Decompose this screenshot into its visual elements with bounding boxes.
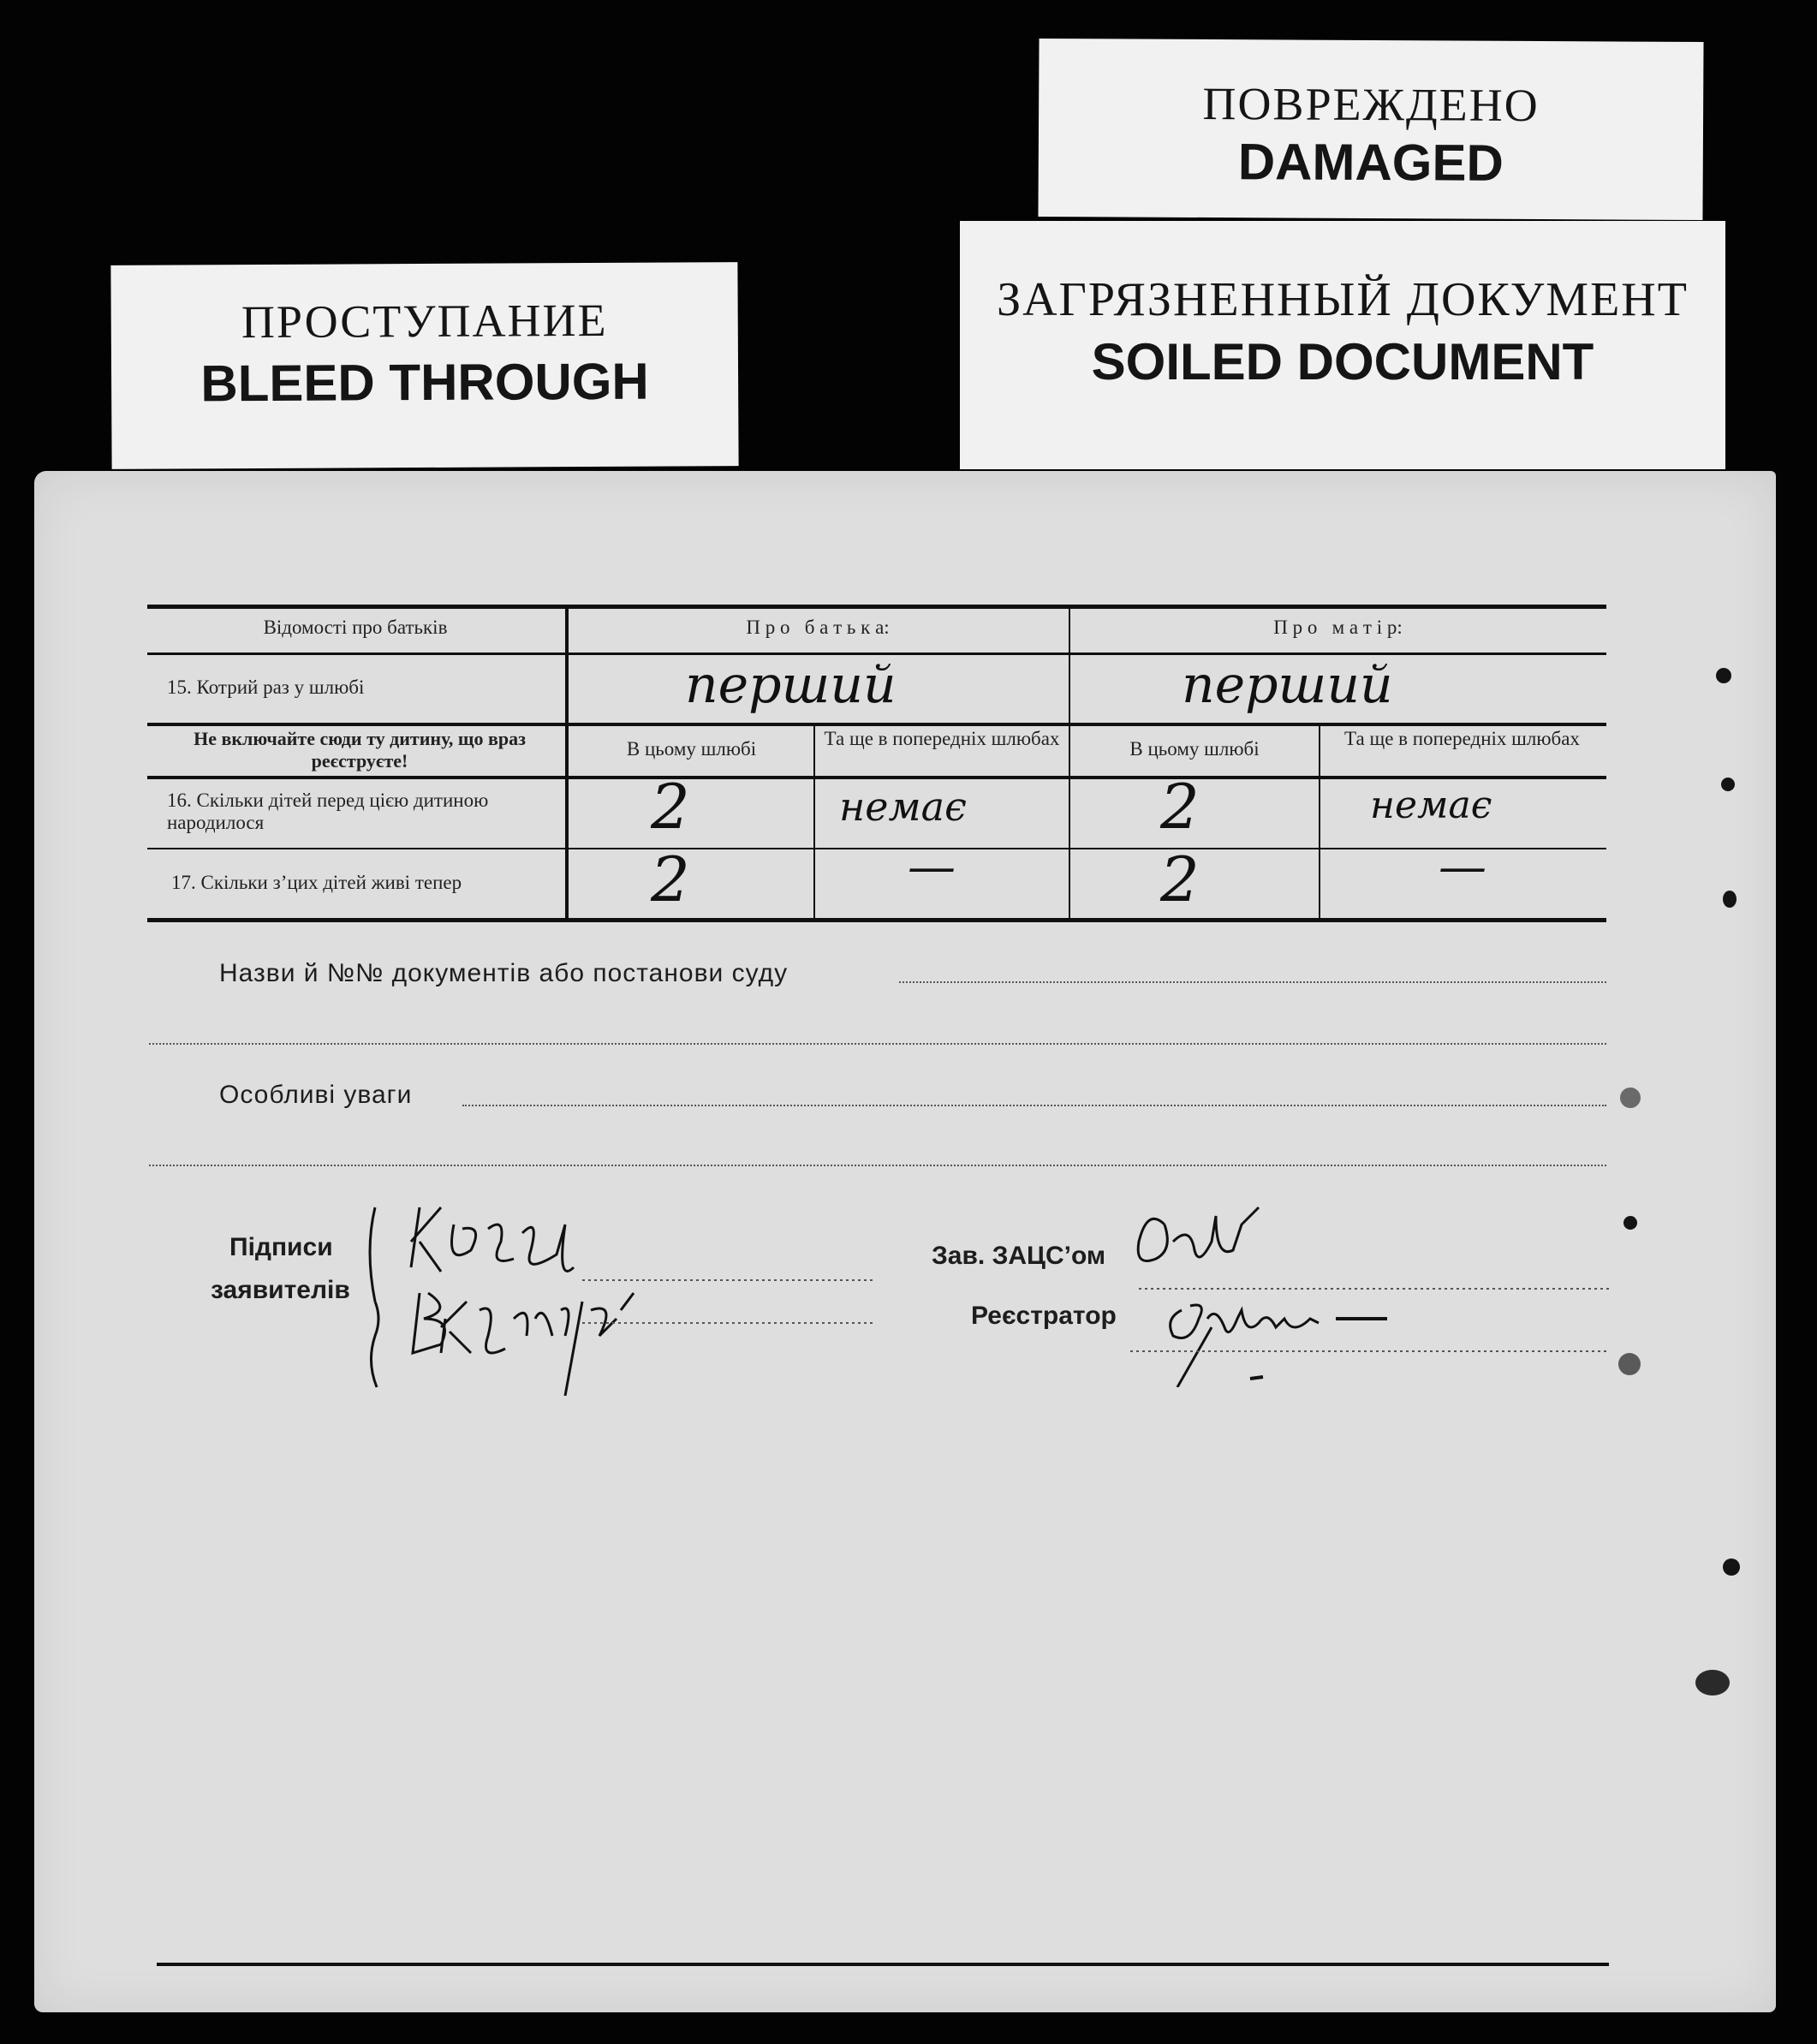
table-col-divider-middle [1069,608,1070,920]
row17-mother-this: 2 [1160,843,1200,915]
row16-mother-prev: немає [1370,784,1492,827]
binding-hole [1620,1088,1641,1108]
registrar-label: Реєстратор [971,1302,1117,1330]
subheader-note: Не включайте сюди ту дитину, що враз реєструєте! [194,728,526,772]
row17-mother-prev: — [1439,839,1486,895]
row16-father-this: 2 [651,771,690,843]
label-damaged-ru: ПОВРЕЖДЕНО [1202,77,1540,132]
head-of-registry-label: Зав. ЗАЦС’ом [932,1242,1106,1270]
header-about-mother: П р о м а т і р: [1273,617,1403,638]
applicants-signatures-svg [360,1190,873,1396]
binding-hole [1723,1558,1740,1576]
label-card-bleed-through [110,262,738,469]
notes-field-line-1 [462,1105,1606,1106]
table-top-rule [147,605,1606,609]
label-soiled-ru: ЗАГРЯЗНЕННЫЙ ДОКУМЕНТ [997,273,1689,326]
table-col-divider-father [813,724,815,920]
table-bottom-rule [147,918,1606,922]
soil-stain [1695,1670,1730,1695]
label-bleed-ru: ПРОСТУПАНИЕ [241,294,608,349]
binding-hole [1723,891,1737,908]
applicants-signatures-label-2: заявителів [211,1276,350,1304]
documents-field-line-1 [899,981,1606,983]
subheader-father-this-marriage: В цьому шлюбі [626,738,757,760]
label-soiled-en: SOILED DOCUMENT [1091,333,1594,390]
table-row16-rule [147,848,1606,849]
document-bottom-rule [157,1963,1609,1966]
label-damaged-en: DAMAGED [1237,133,1504,192]
subheader-father-prev-marriages: Та ще в попередніх шлюбах [824,728,1060,749]
row15-mother-handwritten: перший [1182,655,1393,715]
document-sheet [34,471,1776,2012]
officials-signatures-svg [1130,1190,1610,1387]
row17-father-this: 2 [651,843,690,915]
table-col-divider-mother [1319,724,1320,920]
binding-hole [1716,668,1731,683]
documents-field-line-2 [149,1043,1606,1045]
binding-hole [1618,1353,1641,1375]
label-card-damaged [1038,39,1703,220]
row16-father-prev: немає [839,784,967,830]
table-row15-rule [147,723,1606,726]
row15-father-handwritten: перший [685,655,897,715]
row17-father-prev: — [908,839,956,895]
label-card-soiled-document [960,221,1725,469]
table-col-divider-left [565,608,569,920]
row17-label: 17. Скільки з’цих дітей живі тепер [171,872,462,893]
binding-hole [1623,1216,1637,1230]
applicants-signatures-label-1: Підписи [229,1233,333,1261]
notes-field-line-2 [149,1165,1606,1166]
row15-label: 15. Котрий раз у шлюбі [167,676,365,698]
header-parents-info: Відомості про батьків [263,617,448,638]
subheader-mother-this-marriage: В цьому шлюбі [1129,738,1260,760]
notes-field-label: Особливі уваги [219,1081,413,1109]
binding-hole [1721,778,1735,791]
subheader-mother-prev-marriages: Та ще в попередніх шлюбах [1344,728,1580,749]
table-subheader-rule [147,776,1606,779]
documents-field-label: Назви й №№ документів або постанови суду [219,959,789,987]
row16-mother-this: 2 [1160,771,1200,843]
row16-label: 16. Скільки дітей перед цією дитиною народилося [167,790,489,833]
header-about-father: П р о б а т ь к а: [746,617,890,638]
label-bleed-en: BLEED THROUGH [200,352,649,413]
